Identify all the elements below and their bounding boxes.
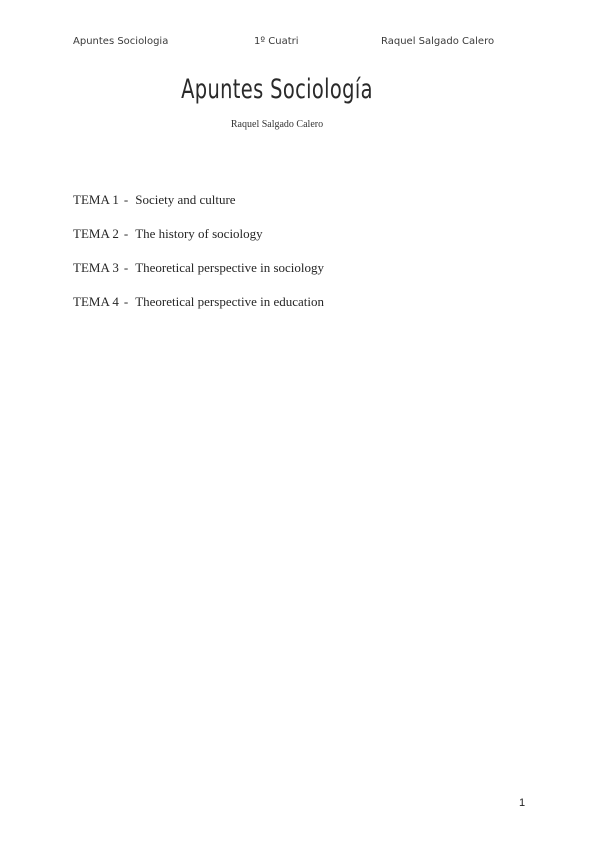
- toc-item-tema-4: [73, 294, 324, 328]
- toc-item-title: Society and culture: [135, 192, 236, 207]
- toc-item-title: The history of sociology: [135, 226, 263, 241]
- table-of-contents: [73, 192, 324, 328]
- document-title: Apuntes Sociología: [181, 74, 373, 105]
- toc-item-tema-3: [73, 260, 324, 294]
- page-header: [0, 36, 600, 52]
- toc-item-title: Theoretical perspective in education: [135, 294, 324, 309]
- toc-item-separator: -: [123, 192, 129, 207]
- toc-item-tema-1: [73, 192, 324, 226]
- toc-item-tema-2: [73, 226, 324, 260]
- toc-item-separator: -: [123, 226, 129, 241]
- toc-item-label: TEMA 4: [73, 294, 119, 309]
- header-author: Raquel Salgado Calero: [381, 36, 495, 47]
- document-author: Raquel Salgado Calero: [230, 119, 324, 130]
- toc-item-title: Theoretical perspective in sociology: [135, 260, 325, 275]
- toc-item-separator: -: [123, 260, 129, 275]
- toc-item-label: TEMA 1: [73, 192, 119, 207]
- header-course-name: Apuntes Sociologia: [73, 36, 169, 47]
- toc-item-label: TEMA 2: [73, 226, 119, 241]
- page-number: 1: [519, 797, 526, 809]
- toc-item-separator: -: [123, 294, 129, 309]
- header-term: 1º Cuatri: [254, 36, 299, 47]
- toc-item-label: TEMA 3: [73, 260, 119, 275]
